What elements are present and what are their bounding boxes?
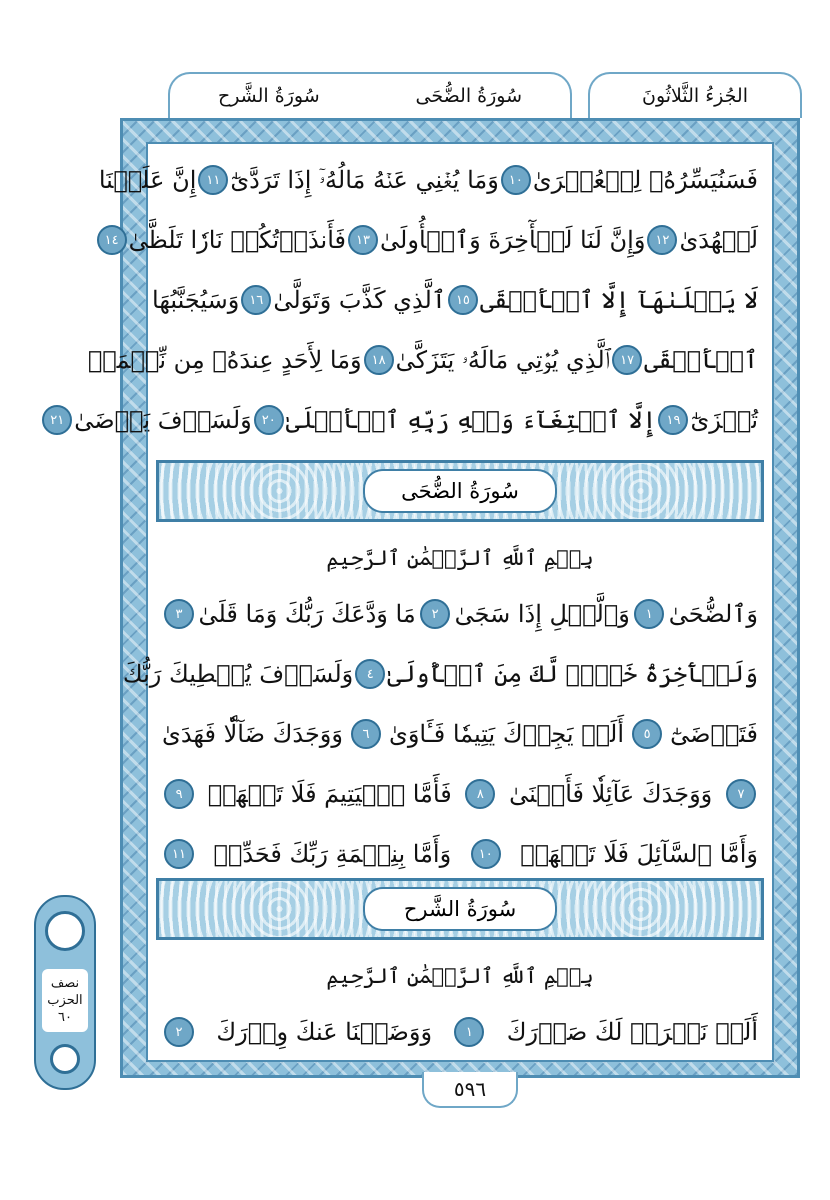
ayah-text: وَوَجَدَكَ ضَآلّٗا فَهَدَىٰ xyxy=(162,720,343,748)
ayah-text: وَٱلَّيۡلِ إِذَا سَجَىٰ xyxy=(454,600,630,628)
basmala-duha: بِسۡمِ ٱللَّهِ ٱلرَّحۡمَٰنِ ٱلرَّحِيمِ xyxy=(326,546,594,570)
ayah-number-marker: ١١ xyxy=(164,839,194,869)
ayah-number-marker: ١٤ xyxy=(97,225,127,255)
ayah-text: وَوَضَعۡنَا عَنكَ وِزۡرَكَ xyxy=(216,1018,433,1046)
ayah-text: فَسَنُيَسِّرُهُۥ لِلۡعُسۡرَىٰ xyxy=(532,166,758,194)
text-line xyxy=(148,704,772,764)
ayah-number-marker: ١٣ xyxy=(348,225,378,255)
ayah-text: وَمَا يُغۡنِي عَنۡهُ مَالُهُۥٓ إِذَا تَرَدَّىٰٓ xyxy=(230,166,499,194)
text-line xyxy=(148,584,772,644)
text-line xyxy=(104,210,772,270)
ayah-number-marker: ٦ xyxy=(351,719,381,749)
juz-label: الجُزءُ الثَّلاثُونَ xyxy=(642,85,748,107)
surah-title-sharh: سُورَةُ الشَّرح xyxy=(363,887,557,931)
text-line xyxy=(148,764,772,824)
ayah-number-marker: ٨ xyxy=(465,779,495,809)
ayah-text: وَإِنَّ لَنَا لَلۡأٓخِرَةَ وَٱلۡأُولَىٰ xyxy=(380,226,646,254)
surah-names-tab xyxy=(168,72,572,118)
ayah-text: تُجۡزَىٰٓ xyxy=(690,406,758,434)
ayah-text: أَلَمۡ يَجِدۡكَ يَتِيمٗا فَـَٔاوَىٰ xyxy=(389,720,625,748)
juz-tab xyxy=(588,72,802,118)
basmala-sharh: بِسۡمِ ٱللَّهِ ٱلرَّحۡمَٰنِ ٱلرَّحِيمِ xyxy=(326,964,594,988)
hizb-line-2: الحزب xyxy=(47,993,83,1008)
ayah-text: فَتَرۡضَىٰٓ xyxy=(670,720,758,748)
ayah-text: مَا وَدَّعَكَ رَبُّكَ وَمَا قَلَىٰ xyxy=(198,600,416,628)
ayah-number-marker: ٣ xyxy=(164,599,194,629)
ayah-text: وَلَسَوۡفَ يُعۡطِيكَ رَبُّكَ xyxy=(122,660,354,688)
ayah-text: فَأَمَّا ٱلۡيَتِيمَ فَلَا تَقۡهَرۡ xyxy=(207,780,452,808)
ayah-text: وَلَسَوۡفَ يَرۡضَىٰ xyxy=(74,406,252,434)
ayah-text: ٱلۡأَتۡقَى xyxy=(644,346,758,374)
ayah-number-marker: ٥ xyxy=(632,719,662,749)
text-line xyxy=(148,1002,772,1062)
ayah-text: وَوَجَدَكَ عَآئِلٗا فَأَغۡنَىٰ xyxy=(509,780,713,808)
hizb-line-1: نصف xyxy=(50,976,80,991)
surah-name-sharh: سُورَةُ الشَّرح xyxy=(217,85,320,107)
surah-banner-duha xyxy=(156,460,764,522)
ayah-number-marker: ١٧ xyxy=(612,345,642,375)
ayah-number-marker: ١٨ xyxy=(364,345,394,375)
hizb-ornament-icon xyxy=(45,911,85,951)
ayah-text: إِلَّا ٱبۡتِغَآءَ وَجۡهِ رَبِّهِ ٱلۡأَعۡلَىٰ xyxy=(285,406,657,434)
ayah-text: وَٱلضُّحَىٰ xyxy=(668,600,758,628)
hizb-label xyxy=(42,969,88,1032)
page-header xyxy=(168,72,798,118)
page-number: ٥٩٦ xyxy=(422,1072,518,1108)
text-line xyxy=(148,824,772,884)
surah-banner-sharh xyxy=(156,878,764,940)
ayah-text: أَلَمۡ نَشۡرَحۡ لَكَ صَدۡرَكَ xyxy=(506,1018,758,1046)
ayah-number-marker: ١٠ xyxy=(501,165,531,195)
text-line xyxy=(50,390,772,450)
ayah-number-marker: ١ xyxy=(454,1017,484,1047)
text-line xyxy=(87,330,772,390)
ayah-number-marker: ١٠ xyxy=(471,839,501,869)
ayah-text: لَا يَصۡلَىٰهَآ إِلَّا ٱلۡأَشۡقَى xyxy=(479,286,758,314)
ayah-text: لَلۡهُدَىٰ xyxy=(679,226,758,254)
ayah-text: إِنَّ عَلَيۡنَا xyxy=(98,166,197,194)
ayah-text: وَمَا لِأَحَدٍ عِندَهُۥ مِن نِّعۡمَةٖ xyxy=(87,346,362,374)
surah-title-duha: سُورَةُ الضُّحَى xyxy=(363,469,557,513)
ayah-text: ٱلَّذِي يُؤۡتِي مَالَهُۥ يَتَزَكَّىٰ xyxy=(395,346,611,374)
hizb-line-3: ٦٠ xyxy=(58,1010,72,1025)
ayah-text: وَسَيُجَنَّبُهَا xyxy=(152,286,240,314)
ayah-number-marker: ٢ xyxy=(420,599,450,629)
ayah-number-marker: ٢١ xyxy=(42,405,72,435)
ayah-number-marker: ٤ xyxy=(355,659,385,689)
ayah-number-marker: ٢٠ xyxy=(254,405,284,435)
text-line xyxy=(98,150,772,210)
ayah-number-marker: ١١ xyxy=(198,165,228,195)
ayah-number-marker: ١٦ xyxy=(241,285,271,315)
text-line xyxy=(122,644,772,704)
ayah-number-marker: ٢ xyxy=(164,1017,194,1047)
ayah-number-marker: ١٥ xyxy=(448,285,478,315)
ayah-text: ٱلَّذِي كَذَّبَ وَتَوَلَّىٰ xyxy=(273,286,446,314)
surah-name-duha: سُورَةُ الضُّحَى xyxy=(415,85,523,107)
ayah-text: وَلَلۡأٓخِرَةُ خَيۡرٞ لَّكَ مِنَ ٱلۡأُولَىٰ xyxy=(387,660,758,688)
hizb-ornament-bottom-icon xyxy=(50,1044,80,1074)
ayah-text: وَأَمَّا ٱلسَّآئِلَ فَلَا تَنۡهَرۡ xyxy=(520,840,758,868)
ayah-number-marker: ١٢ xyxy=(647,225,677,255)
text-line xyxy=(148,270,772,330)
ayah-number-marker: ٩ xyxy=(164,779,194,809)
ayah-number-marker: ٧ xyxy=(726,779,756,809)
ayah-text: وَأَمَّا بِنِعۡمَةِ رَبِّكَ فَحَدِّثۡ xyxy=(213,840,452,868)
hizb-marker xyxy=(34,895,96,1090)
ayah-number-marker: ١ xyxy=(634,599,664,629)
ayah-text: فَأَنذَرۡتُكُمۡ نَارٗا تَلَظَّىٰ xyxy=(128,226,347,254)
ayah-number-marker: ١٩ xyxy=(658,405,688,435)
